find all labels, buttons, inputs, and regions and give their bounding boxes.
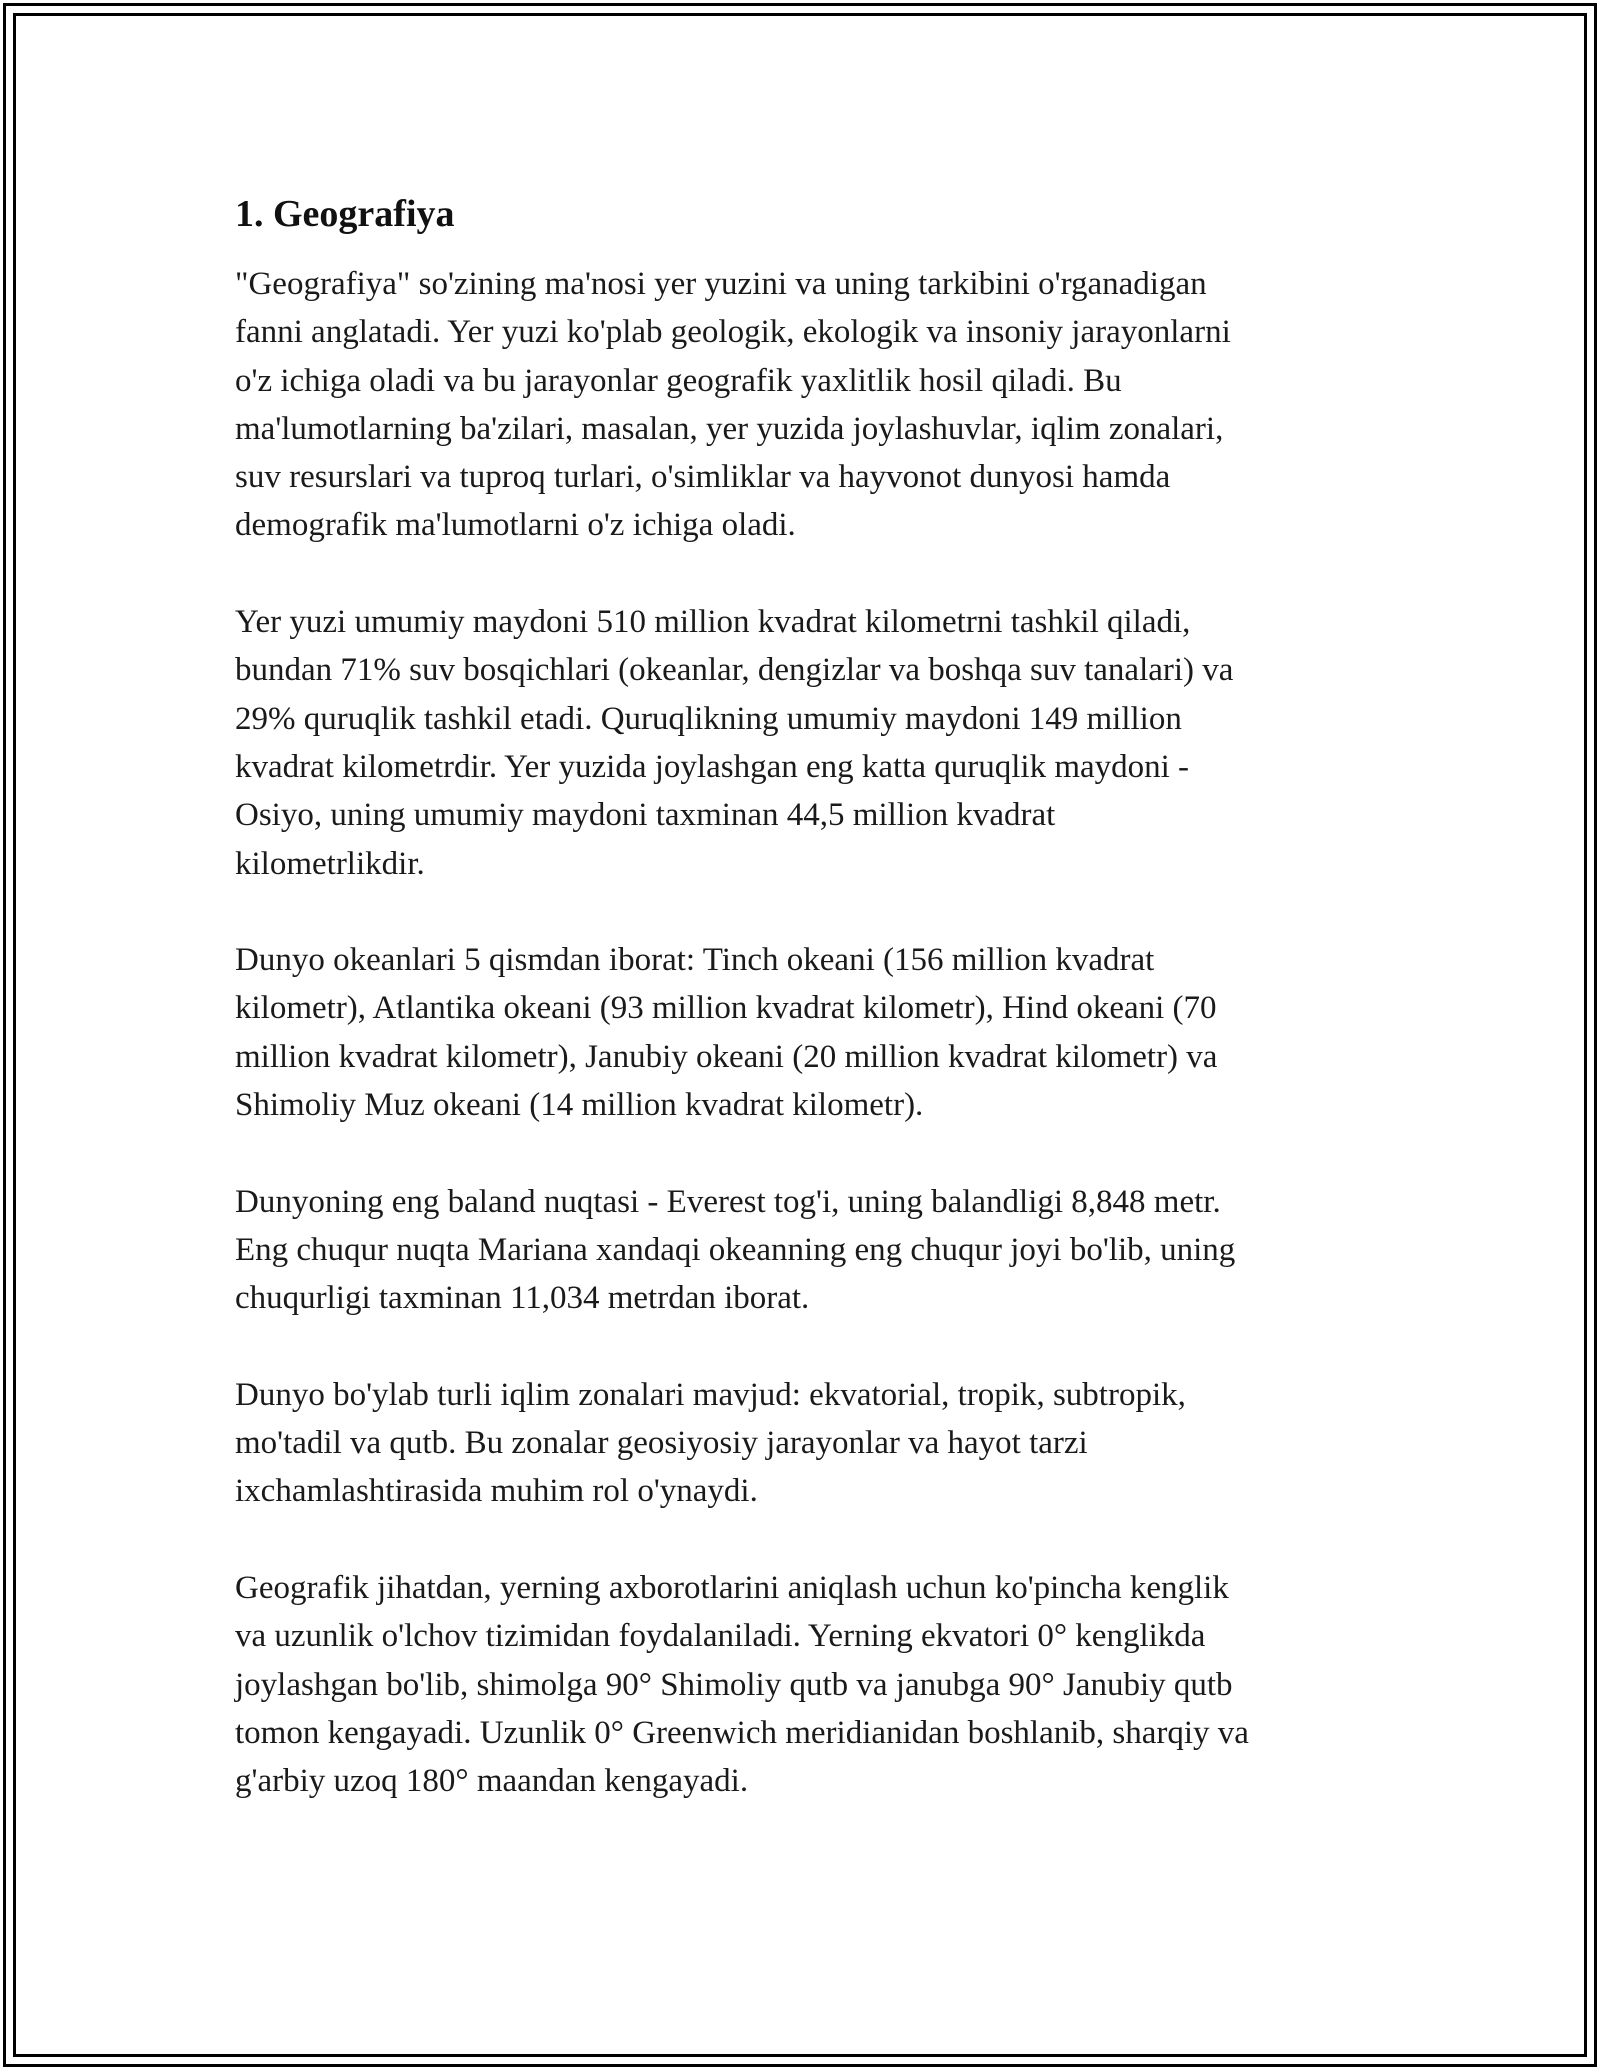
text-line: Dunyo bo'ylab turli iqlim zonalari mavjud: ekvatorial, tropik, subtropik, [235,1376,1186,1413]
text-line: "Geografiya" so'zining ma'nosi yer yuzini va uning tarkibini o'rganadigan [235,266,1207,302]
text-line: ma'lumotlarning ba'zilari, masalan, yer yuzida joylashuvlar, iqlim zonalari, [235,410,1224,447]
paragraph-extremes [235,1178,1365,1323]
document-page [235,186,1365,1854]
text-line: va uzunlik o'lchov tizimidan foydalaniladi. Yerning ekvatori 0° kenglikda [235,1618,1206,1655]
text-line: Shimoliy Muz okeani (14 million kvadrat kilometr). [235,1087,924,1124]
paragraph-surface-area [235,598,1365,888]
text-line: bundan 71% suv bosqichlari (okeanlar, dengizlar va boshqa suv tanalari) va [235,652,1234,689]
text-line: demografik ma'lumotlarni o'z ichiga oladi. [235,507,796,544]
text-line: fanni anglatadi. Yer yuzi ko'plab geologik, ekologik va insoniy jarayonlarni [235,314,1231,351]
text-line: joylashgan bo'lib, shimolga 90° Shimoliy qutb va janubga 90° Janubiy qutb [235,1666,1233,1703]
paragraph-climate-zones [235,1371,1365,1516]
text-line: mo'tadil va qutb. Bu zonalar geosiyosiy jarayonlar va hayot tarzi [235,1425,1088,1462]
text-line: Yer yuzi umumiy maydoni 510 million kvadrat kilometrni tashkil qiladi, [235,604,1191,641]
paragraph-coordinates [235,1564,1365,1805]
text-line: ixchamlashtirasida muhim rol o'ynaydi. [235,1473,758,1510]
paragraph-oceans [235,936,1365,1129]
text-line: o'z ichiga oladi va bu jarayonlar geografik yaxlitlik hosil qiladi. Bu [235,362,1122,399]
text-line: Geografik jihatdan, yerning axborotlarini aniqlash uchun ko'pincha kenglik [235,1570,1229,1607]
text-line: chuqurligi taxminan 11,034 metrdan iborat. [235,1280,810,1317]
text-line: Dunyo okeanlari 5 qismdan iborat: Tinch okeani (156 million kvadrat [235,942,1155,979]
text-line: Eng chuqur nuqta Mariana xandaqi okeanning eng chuqur joyi bo'lib, uning [235,1231,1236,1268]
text-line: g'arbiy uzoq 180° maandan kengayadi. [235,1763,749,1800]
text-line: kilometrlikdir. [235,845,425,882]
text-line: Dunyoning eng baland nuqtasi - Everest tog'i, uning balandligi 8,848 metr. [235,1183,1221,1220]
paragraph-definition [235,260,1365,550]
text-line: million kvadrat kilometr), Janubiy okeani (20 million kvadrat kilometr) va [235,1038,1218,1075]
text-line: suv resurslari va tuproq turlari, o'simliklar va hayvonot dunyosi hamda [235,459,1171,496]
text-line: Osiyo, uning umumiy maydoni taxminan 44,5 million kvadrat [235,797,1056,834]
section-heading: 1. Geografiya [235,193,455,235]
text-line: 29% quruqlik tashkil etadi. Quruqlikning umumiy maydoni 149 million [235,700,1182,737]
text-line: tomon kengayadi. Uzunlik 0° Greenwich meridianidan boshlanib, sharqiy va [235,1714,1249,1751]
text-line: kilometr), Atlantika okeani (93 million kvadrat kilometr), Hind okeani (70 [235,990,1217,1027]
text-line: kvadrat kilometrdir. Yer yuzida joylashgan eng katta quruqlik maydoni - [235,748,1190,785]
